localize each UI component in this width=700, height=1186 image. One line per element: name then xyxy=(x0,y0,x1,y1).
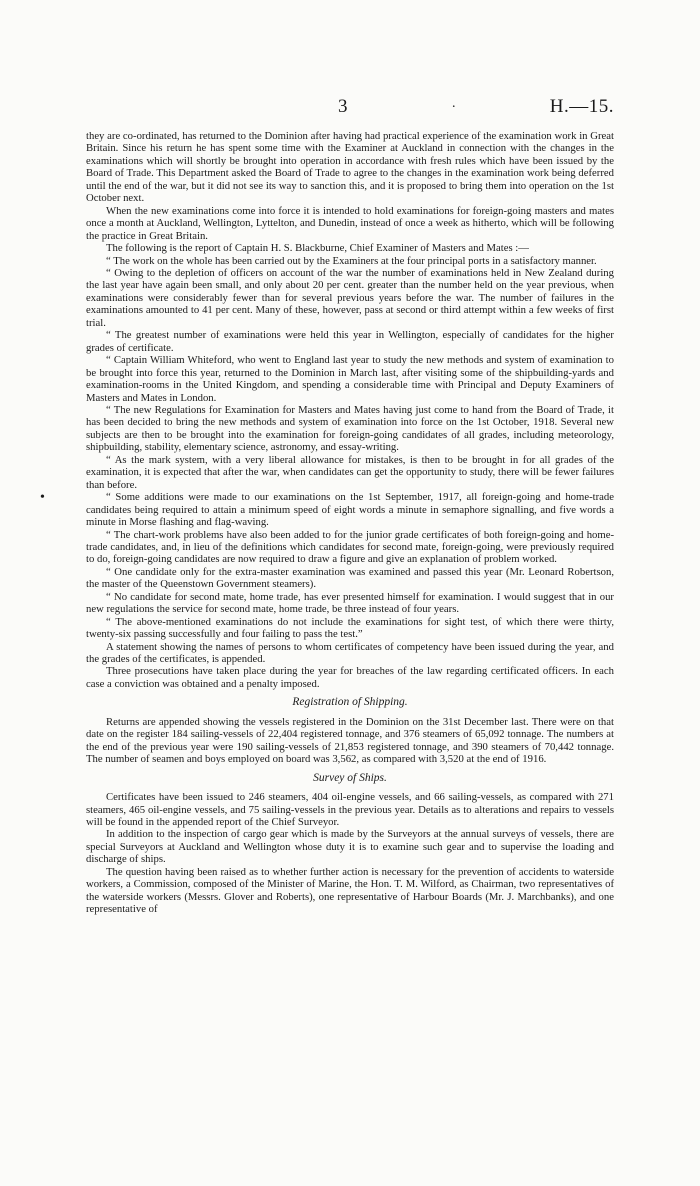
paragraph: A statement showing the names of persons to whom certificates of competency have been issued during the year, and the grades of the certificates, is appended. xyxy=(86,640,614,666)
section-heading-registration: Registration of Shipping. xyxy=(292,696,408,709)
quoted-paragraph: “ Captain William Whiteford, who went to England last year to study the new methods and system of examination to be brought into force this year, returned to the Dominion in March last, after visiting some of the shipbuilding-yards and examination-rooms in the United Kingdom, and spending a considerable time with Principal and Deputy Examiners of Masters and Mates in London. xyxy=(86,354,614,404)
body-text xyxy=(86,130,614,916)
quoted-paragraph: “ The chart-work problems have also been added to for the junior grade certificates of both foreign-going and home-trade candidates, and, in lieu of the definitions which candidates for second mate, foreign-going, were previously required to do, foreign-going candidates are now required to draw a figure and give an explanation of problem worked. xyxy=(86,528,614,566)
quoted-paragraph: “ No candidate for second mate, home trade, has ever presented himself for examination. I would suggest that in our new regulations the service for second mate, home trade, be three instead of four years. xyxy=(86,590,614,616)
header-dot: . xyxy=(452,96,456,111)
page-header xyxy=(0,96,700,126)
paragraph: The following is the report of Captain H. S. Blackburne, Chief Examiner of Masters and Mates :— xyxy=(106,242,529,255)
quoted-paragraph: “ Some additions were made to our examinations on the 1st September, 1917, all foreign-going and home-trade candidates being required to attain a minimum speed of eight words a minute in semaphore signalling, and five words a minute in Morse flashing and flag-waving. xyxy=(86,491,614,529)
quoted-paragraph: “ One candidate only for the extra-master examination was examined and passed this year (Mr. Leonard Robertson, the master of the Queenstown Government steamers). xyxy=(86,565,614,591)
quoted-paragraph: “ The new Regulations for Examination for Masters and Mates having just come to hand from the Board of Trade, it has been decided to bring the new methods and system of examination into force on the 1st October, 1918. Several new subjects are then to be brought into the examination for foreign-going candidates of all grades, including meteorology, shipbuilding, stability, elementary science, astronomy, and essay-writing. xyxy=(86,403,614,454)
paragraph: Certificates have been issued to 246 steamers, 404 oil-engine vessels, and 66 sailing-vessels, as compared with 271 steamers, 465 oil-engine vessels, and 75 sailing-vessels in the previous year. Details as to alterations and repairs to vessels will be found in the appended report of the Chief Surveyor. xyxy=(86,791,614,829)
margin-mark: • xyxy=(40,490,45,505)
paragraph: When the new examinations come into force it is intended to hold examinations for foreign-going masters and mates once a month at Auckland, Wellington, Lyttelton, and Dunedin, instead of once a week as hitherto, which will be following the practice in Great Britain. xyxy=(86,204,614,242)
paragraph: Three prosecutions have taken place during the year for breaches of the law regarding certificated officers. In each case a conviction was obtained and a penalty imposed. xyxy=(86,665,614,690)
quoted-paragraph: “ The above-mentioned examinations do not include the examinations for sight test, of which there were thirty, twenty-six passing successfully and four failing to pass the test.” xyxy=(86,615,614,641)
paragraph: The question having been raised as to whether further action is necessary for the prevention of accidents to waterside workers, a Commission, composed of the Minister of Marine, the Hon. T. M. Wilford, as Chairman, two representatives of the waterside workers (Messrs. Glover and Roberts), one representative of Harbour Boards (Mr. J. Marchbanks), and one representative of xyxy=(86,865,614,916)
paragraph: they are co-ordinated, has returned to the Dominion after having had practical experience of the examination work in Great Britain. Since his return he has spent some time with the Examiner at Auckland in connection with the changes in the examinations which will shortly be brought into operation in accordance with fresh rules which have been issued by the Board of Trade. This Department asked the Board of Trade to agree to the changes in the examination work being deferred until the end of the war, but it did not see its way to sanction this, and it is proposed to bring them into operation on the 1st October next. xyxy=(86,130,614,205)
document-reference: H.—15. xyxy=(549,96,614,117)
quoted-paragraph: “ The work on the whole has been carried out by the Examiners at the four principal ports in a satisfactory manner. xyxy=(106,254,597,267)
quoted-paragraph: “ The greatest number of examinations were held this year in Wellington, especially of candidates for the higher grades of certificate. xyxy=(86,329,614,354)
quoted-paragraph: “ As the mark system, with a very liberal allowance for mistakes, is then to be brought in for all grades of the examination, it is expected that after the war, when candidates can get the opportunity to study, there will be fewer failures than before. xyxy=(86,453,614,491)
page-number: 3 xyxy=(338,96,348,117)
section-heading-survey: Survey of Ships. xyxy=(313,771,387,784)
quoted-paragraph: “ Owing to the depletion of officers on account of the war the number of examinations held in New Zealand during the last year have again been small, and only about 20 per cent. greater than the number held on the year previous, when examinations were considerably fewer than for several previous years before the war. The number of failures in the examinations amounted to 41 per cent. Many of these, however, pass at second or third attempt within a few weeks of first trial. xyxy=(86,266,614,329)
paragraph: Returns are appended showing the vessels registered in the Dominion on the 31st December last. There were on that date on the register 184 sailing-vessels of 22,404 registered tonnage, and 376 steamers of 65,092 tonnage. The numbers at the end of the previous year were 190 sailing-vessels of 21,853 registered tonnage, and 390 steamers of 70,442 tonnage. The number of seamen and boys employed on board was 3,562, as compared with 3,520 at the end of 1916. xyxy=(86,715,614,766)
paragraph: In addition to the inspection of cargo gear which is made by the Surveyors at the annual surveys of vessels, there are special Surveyors at Auckland and Wellington whose duty it is to examine such gear and to supervise the loading and discharge of ships. xyxy=(86,828,614,866)
